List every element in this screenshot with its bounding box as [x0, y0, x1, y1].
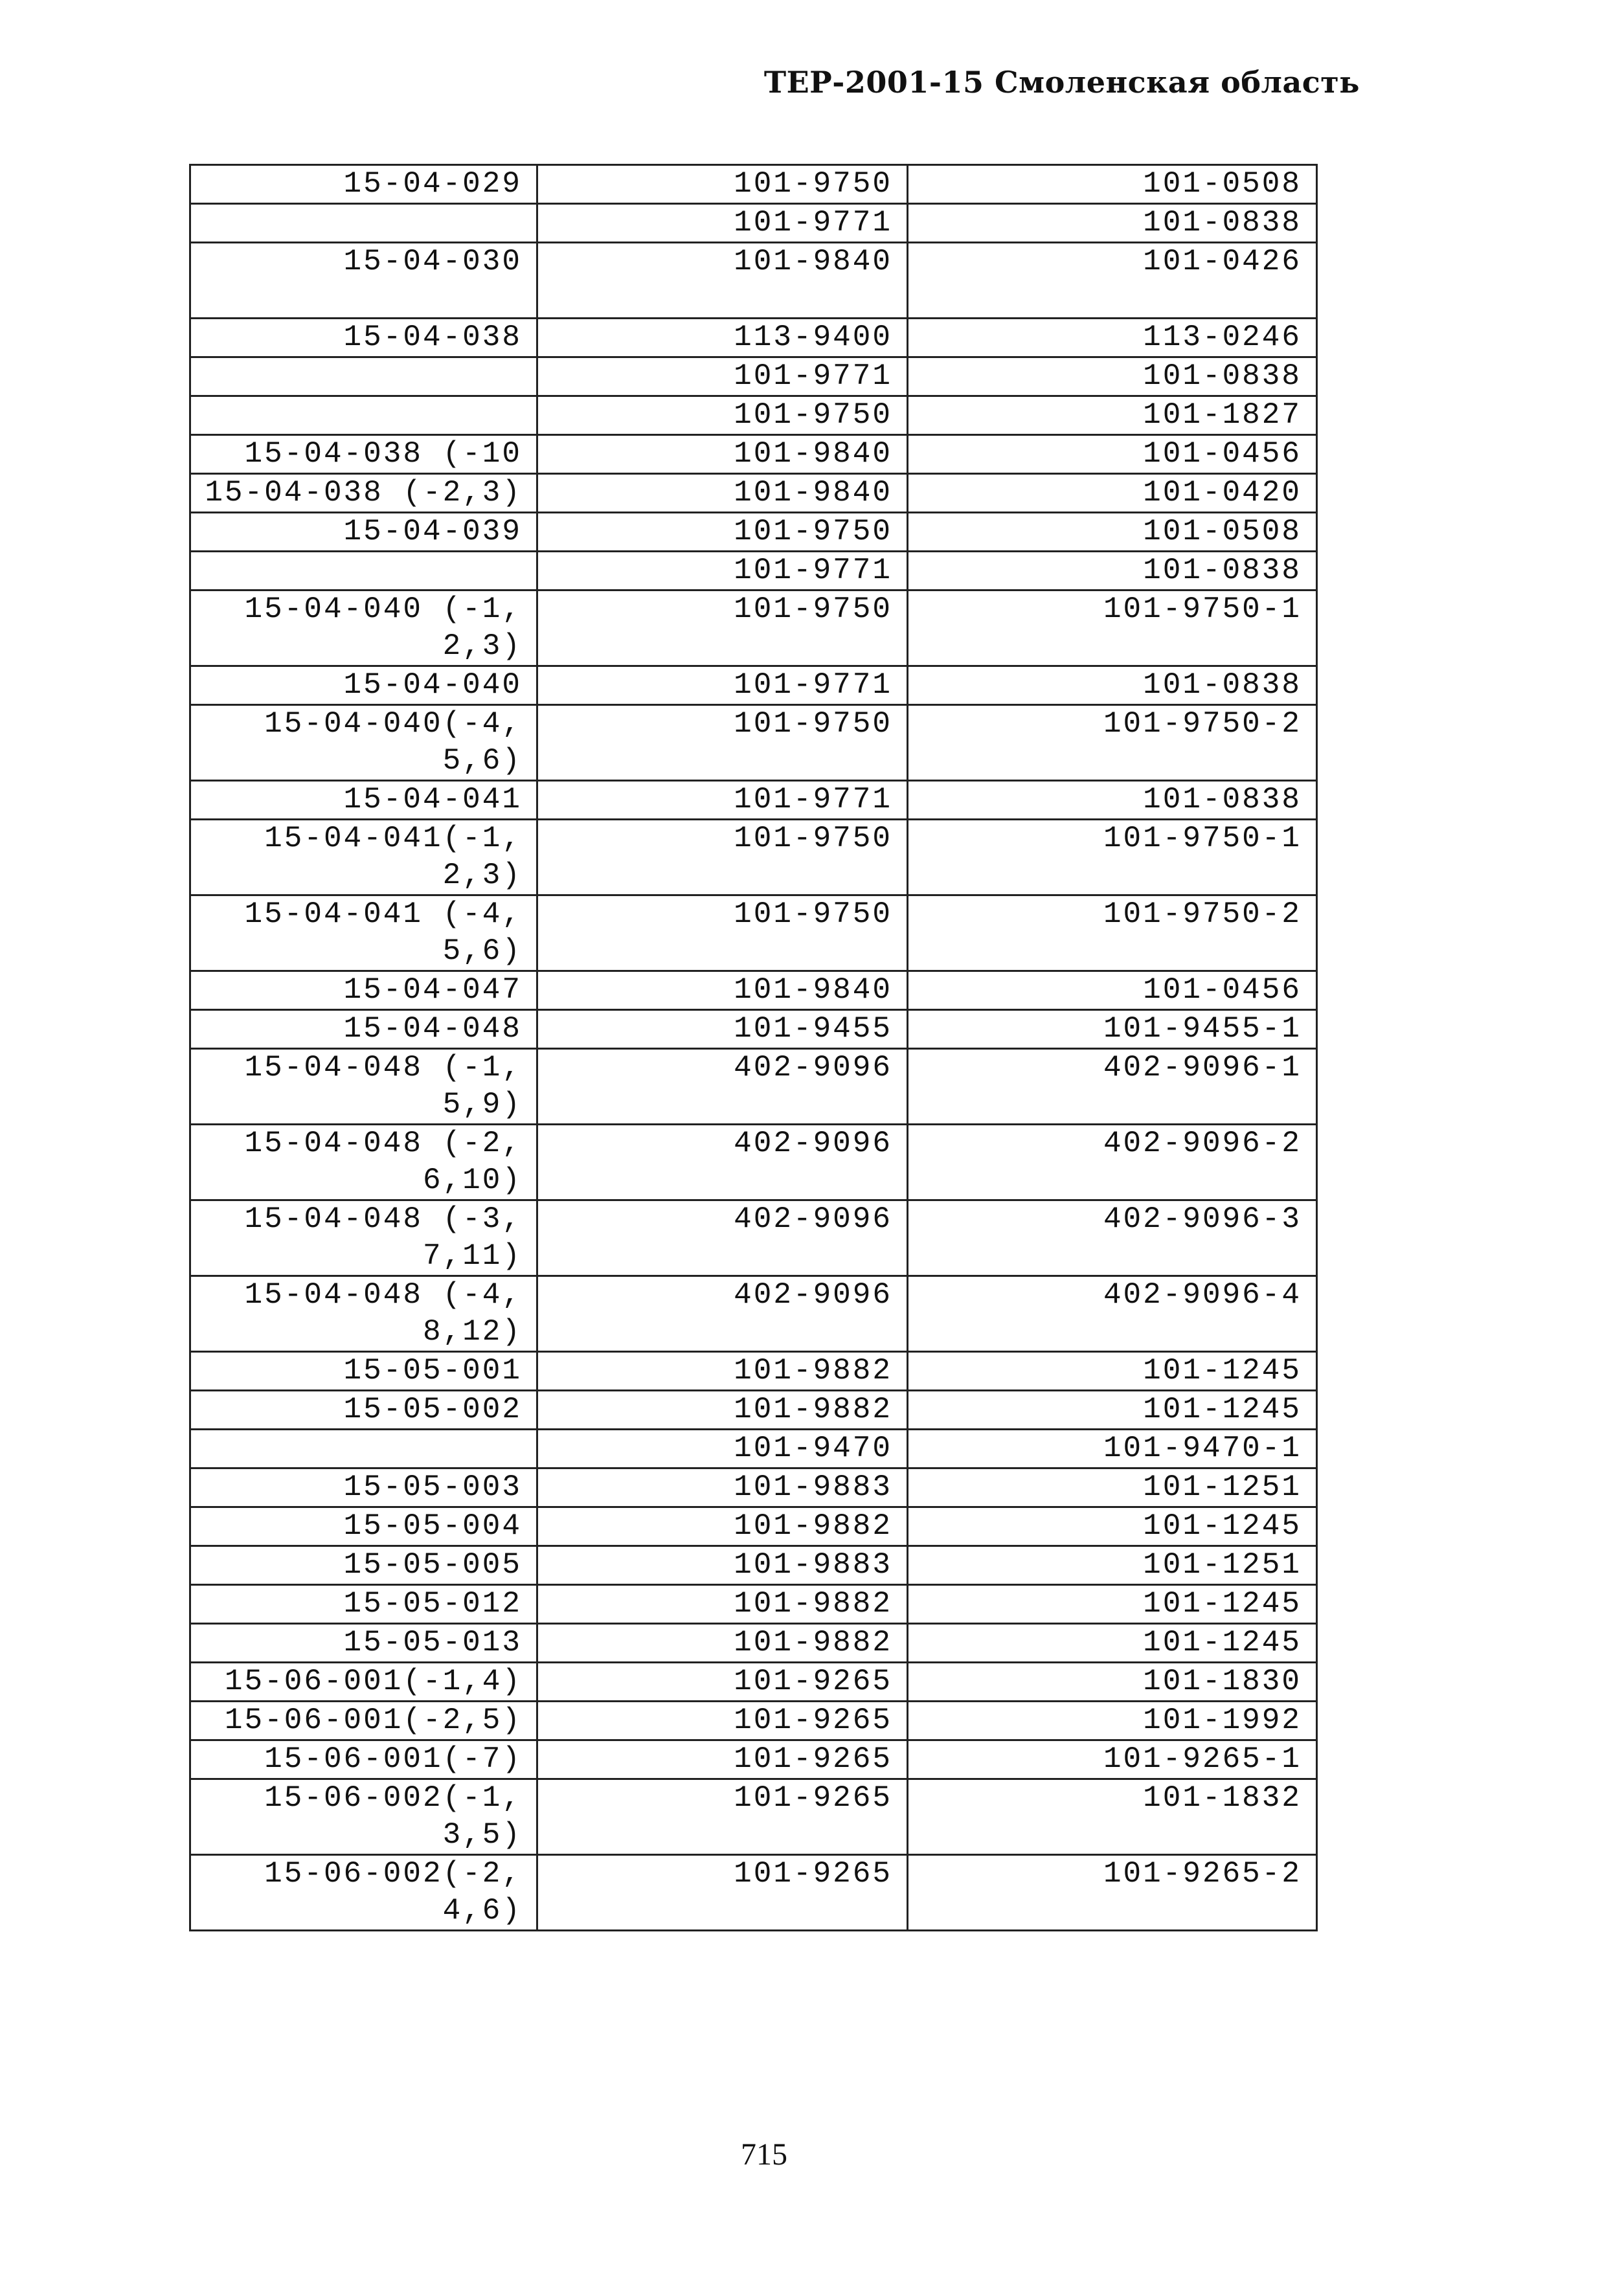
- replacement-code-cell: 101-0838: [908, 357, 1317, 396]
- table-row: [190, 1702, 1317, 1740]
- table-row: [190, 820, 1317, 895]
- replacement-code-cell: 101-0420: [908, 474, 1317, 513]
- resource-code-cell: 101-9771: [537, 204, 908, 243]
- replacement-code-cell: 101-0838: [908, 781, 1317, 820]
- code-cell: 15-06-002(-1, 3,5): [190, 1779, 537, 1855]
- resource-code-cell: 101-9840: [537, 435, 908, 474]
- replacement-code-cell: 101-9750-1: [908, 590, 1317, 666]
- resource-code-cell: 101-9750: [537, 895, 908, 971]
- code-cell: 15-06-001(-7): [190, 1740, 537, 1779]
- replacement-code-cell: 101-0838: [908, 552, 1317, 590]
- table-row: [190, 1391, 1317, 1430]
- code-cell: 15-04-030: [190, 243, 537, 319]
- replacement-code-cell: 101-0456: [908, 971, 1317, 1010]
- replacement-code-cell: 402-9096-4: [908, 1276, 1317, 1352]
- resource-code-cell: 101-9882: [537, 1352, 908, 1391]
- code-cell: 15-04-038: [190, 319, 537, 357]
- code-cell: [190, 552, 537, 590]
- code-cell: 15-04-048 (-4, 8,12): [190, 1276, 537, 1352]
- code-cell: 15-04-039: [190, 513, 537, 552]
- replacement-code-cell: 101-1245: [908, 1391, 1317, 1430]
- code-cell: 15-04-038 (-10: [190, 435, 537, 474]
- table-row: [190, 1049, 1317, 1125]
- code-cell: 15-05-012: [190, 1585, 537, 1624]
- resource-code-cell: 101-9840: [537, 971, 908, 1010]
- code-cell: 15-04-040(-4, 5,6): [190, 705, 537, 781]
- table-row: [190, 1779, 1317, 1855]
- resource-code-cell: 101-9750: [537, 590, 908, 666]
- table-row: [190, 1468, 1317, 1507]
- code-cell: 15-05-005: [190, 1546, 537, 1585]
- resource-code-cell: 101-9455: [537, 1010, 908, 1049]
- replacement-code-cell: 402-9096-2: [908, 1125, 1317, 1200]
- replacement-code-cell: 101-9265-2: [908, 1855, 1317, 1931]
- replacement-code-cell: 101-0838: [908, 204, 1317, 243]
- replacement-code-cell: 101-1992: [908, 1702, 1317, 1740]
- table-row: [190, 1507, 1317, 1546]
- replacement-code-cell: 101-9265-1: [908, 1740, 1317, 1779]
- replacement-code-cell: 101-9750-2: [908, 895, 1317, 971]
- table-row: [190, 1663, 1317, 1702]
- page-number: 715: [741, 2137, 787, 2172]
- code-cell: 15-04-048: [190, 1010, 537, 1049]
- code-cell: 15-05-002: [190, 1391, 537, 1430]
- resource-code-cell: 101-9771: [537, 781, 908, 820]
- code-cell: [190, 357, 537, 396]
- table-row: [190, 666, 1317, 705]
- code-cell: [190, 396, 537, 435]
- replacement-code-cell: 101-0508: [908, 165, 1317, 204]
- table-row: [190, 1430, 1317, 1468]
- replacement-code-cell: 101-1827: [908, 396, 1317, 435]
- resource-code-cell: 101-9265: [537, 1663, 908, 1702]
- page-title: ТЕР-2001-15 Смоленская область: [763, 65, 1360, 100]
- resource-code-cell: 101-9771: [537, 666, 908, 705]
- replacement-code-cell: 101-0426: [908, 243, 1317, 319]
- table-row: [190, 1624, 1317, 1663]
- replacement-code-cell: 101-9470-1: [908, 1430, 1317, 1468]
- resource-code-cell: 101-9265: [537, 1779, 908, 1855]
- table-row: [190, 319, 1317, 357]
- replacement-code-cell: 101-0838: [908, 666, 1317, 705]
- replacement-code-cell: 113-0246: [908, 319, 1317, 357]
- resource-code-cell: 101-9470: [537, 1430, 908, 1468]
- table-row: [190, 243, 1317, 319]
- code-cell: 15-04-048 (-1, 5,9): [190, 1049, 537, 1125]
- replacement-code-cell: 101-0456: [908, 435, 1317, 474]
- replacement-code-cell: 101-1830: [908, 1663, 1317, 1702]
- code-cell: 15-05-013: [190, 1624, 537, 1663]
- table-row: [190, 357, 1317, 396]
- codes-table: [189, 164, 1318, 1931]
- table-row: [190, 705, 1317, 781]
- code-cell: 15-05-001: [190, 1352, 537, 1391]
- table-row: [190, 165, 1317, 204]
- resource-code-cell: 101-9265: [537, 1740, 908, 1779]
- replacement-code-cell: 101-1251: [908, 1468, 1317, 1507]
- code-cell: 15-04-041 (-4, 5,6): [190, 895, 537, 971]
- resource-code-cell: 402-9096: [537, 1200, 908, 1276]
- table-row: [190, 1585, 1317, 1624]
- resource-code-cell: 402-9096: [537, 1276, 908, 1352]
- resource-code-cell: 402-9096: [537, 1049, 908, 1125]
- replacement-code-cell: 101-9455-1: [908, 1010, 1317, 1049]
- resource-code-cell: 101-9882: [537, 1391, 908, 1430]
- code-cell: 15-04-040: [190, 666, 537, 705]
- resource-code-cell: 101-9883: [537, 1468, 908, 1507]
- code-cell: 15-06-001(-1,4): [190, 1663, 537, 1702]
- resource-code-cell: 101-9840: [537, 474, 908, 513]
- resource-code-cell: 113-9400: [537, 319, 908, 357]
- table-row: [190, 1855, 1317, 1931]
- resource-code-cell: 101-9750: [537, 705, 908, 781]
- table-row: [190, 971, 1317, 1010]
- replacement-code-cell: 402-9096-3: [908, 1200, 1317, 1276]
- resource-code-cell: 402-9096: [537, 1125, 908, 1200]
- code-cell: 15-04-048 (-2, 6,10): [190, 1125, 537, 1200]
- table-row: [190, 513, 1317, 552]
- table-row: [190, 1010, 1317, 1049]
- table-row: [190, 1276, 1317, 1352]
- resource-code-cell: 101-9883: [537, 1546, 908, 1585]
- replacement-code-cell: 101-9750-1: [908, 820, 1317, 895]
- table-row: [190, 396, 1317, 435]
- resource-code-cell: 101-9750: [537, 396, 908, 435]
- replacement-code-cell: 101-1832: [908, 1779, 1317, 1855]
- resource-code-cell: 101-9771: [537, 357, 908, 396]
- code-cell: 15-04-041: [190, 781, 537, 820]
- table-row: [190, 1125, 1317, 1200]
- code-cell: [190, 1430, 537, 1468]
- code-cell: 15-04-029: [190, 165, 537, 204]
- table-row: [190, 895, 1317, 971]
- code-cell: 15-04-041(-1, 2,3): [190, 820, 537, 895]
- resource-code-cell: 101-9882: [537, 1507, 908, 1546]
- code-cell: 15-04-048 (-3, 7,11): [190, 1200, 537, 1276]
- replacement-code-cell: 101-0508: [908, 513, 1317, 552]
- table-row: [190, 1546, 1317, 1585]
- resource-code-cell: 101-9771: [537, 552, 908, 590]
- resource-code-cell: 101-9840: [537, 243, 908, 319]
- code-cell: 15-04-040 (-1, 2,3): [190, 590, 537, 666]
- replacement-code-cell: 101-1245: [908, 1507, 1317, 1546]
- resource-code-cell: 101-9750: [537, 820, 908, 895]
- resource-code-cell: 101-9882: [537, 1585, 908, 1624]
- code-cell: 15-05-003: [190, 1468, 537, 1507]
- table-row: [190, 204, 1317, 243]
- code-cell: 15-04-047: [190, 971, 537, 1010]
- code-cell: 15-05-004: [190, 1507, 537, 1546]
- code-cell: 15-04-038 (-2,3): [190, 474, 537, 513]
- replacement-code-cell: 101-1251: [908, 1546, 1317, 1585]
- code-cell: [190, 204, 537, 243]
- table-row: [190, 590, 1317, 666]
- table-row: [190, 552, 1317, 590]
- replacement-code-cell: 402-9096-1: [908, 1049, 1317, 1125]
- table-row: [190, 1200, 1317, 1276]
- code-cell: 15-06-002(-2, 4,6): [190, 1855, 537, 1931]
- resource-code-cell: 101-9882: [537, 1624, 908, 1663]
- table-row: [190, 435, 1317, 474]
- replacement-code-cell: 101-1245: [908, 1352, 1317, 1391]
- resource-code-cell: 101-9265: [537, 1855, 908, 1931]
- resource-code-cell: 101-9750: [537, 165, 908, 204]
- resource-code-cell: 101-9750: [537, 513, 908, 552]
- replacement-code-cell: 101-1245: [908, 1624, 1317, 1663]
- replacement-code-cell: 101-1245: [908, 1585, 1317, 1624]
- table-row: [190, 474, 1317, 513]
- table-row: [190, 1740, 1317, 1779]
- resource-code-cell: 101-9265: [537, 1702, 908, 1740]
- table-row: [190, 1352, 1317, 1391]
- code-cell: 15-06-001(-2,5): [190, 1702, 537, 1740]
- replacement-code-cell: 101-9750-2: [908, 705, 1317, 781]
- table-row: [190, 781, 1317, 820]
